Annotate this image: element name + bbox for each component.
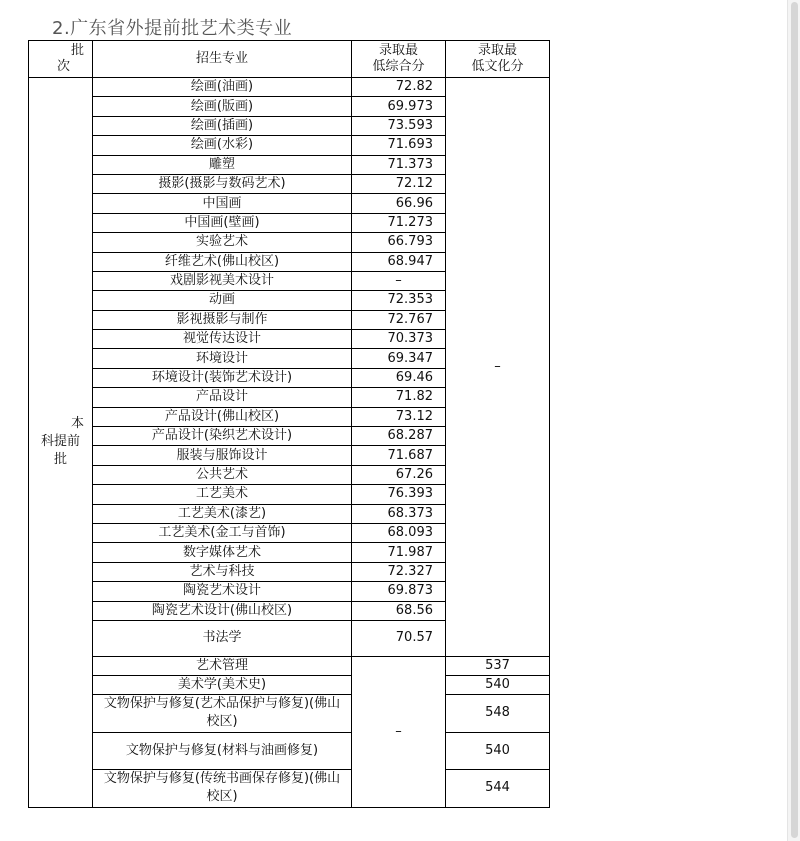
culture-cell: 537 xyxy=(446,656,550,675)
major-cell: 陶瓷艺术设计 xyxy=(93,582,352,601)
major-cell: 工艺美术(金工与首饰) xyxy=(93,523,352,542)
score-cell: 68.287 xyxy=(352,427,446,446)
table-header-row xyxy=(29,41,550,78)
major-cell: 工艺美术(漆艺) xyxy=(93,504,352,523)
major-cell: 绘画(插画) xyxy=(93,116,352,135)
score-cell: 70.373 xyxy=(352,330,446,349)
header-major: 招生专业 xyxy=(93,41,352,78)
major-cell: 艺术与科技 xyxy=(93,562,352,581)
header-batch-line1: 批 xyxy=(70,43,84,58)
score-cell: 70.57 xyxy=(352,620,446,656)
scrollbar-thumb[interactable] xyxy=(791,2,798,838)
score-cell: 69.347 xyxy=(352,349,446,368)
major-cell: 文物保护与修复(传统书画保存修复)(佛山校区) xyxy=(93,769,352,807)
score-cell: 73.12 xyxy=(352,407,446,426)
batch-line2: 科提前 xyxy=(40,434,80,450)
major-cell: 中国画(壁画) xyxy=(93,213,352,232)
score-cell: 69.973 xyxy=(352,97,446,116)
major-cell: 绘画(油画) xyxy=(93,78,352,97)
major-cell: 绘画(水彩) xyxy=(93,136,352,155)
major-cell: 艺术管理 xyxy=(93,656,352,675)
score-cell: 71.82 xyxy=(352,388,446,407)
table-row xyxy=(29,694,550,732)
major-cell: 纤维艺术(佛山校区) xyxy=(93,252,352,271)
table-row xyxy=(29,78,550,97)
major-cell: 影视摄影与制作 xyxy=(93,310,352,329)
score-cell: 71.687 xyxy=(352,446,446,465)
major-cell: 产品设计 xyxy=(93,388,352,407)
header-culture-line2: 低文化分 xyxy=(471,59,524,74)
score-cell-merged: – xyxy=(352,656,446,807)
score-cell: 68.373 xyxy=(352,504,446,523)
score-cell: 69.873 xyxy=(352,582,446,601)
major-cell: 陶瓷艺术设计(佛山校区) xyxy=(93,601,352,620)
score-cell: 68.947 xyxy=(352,252,446,271)
admissions-table xyxy=(28,40,550,808)
scrollbar-track[interactable] xyxy=(787,0,800,841)
score-cell: 71.373 xyxy=(352,155,446,174)
header-score-line1: 录取最 xyxy=(378,43,418,58)
score-cell: 66.96 xyxy=(352,194,446,213)
header-batch-line2: 次 xyxy=(57,59,71,74)
score-cell: 68.093 xyxy=(352,523,446,542)
major-cell: 戏剧影视美术设计 xyxy=(93,271,352,290)
major-cell: 动画 xyxy=(93,291,352,310)
header-batch xyxy=(29,41,93,78)
major-cell: 实验艺术 xyxy=(93,233,352,252)
score-cell: 71.693 xyxy=(352,136,446,155)
section-heading: 2.广东省外提前批艺术类专业 xyxy=(52,18,293,39)
batch-line3: 批 xyxy=(53,452,67,468)
major-cell: 产品设计(佛山校区) xyxy=(93,407,352,426)
table-row xyxy=(29,769,550,807)
score-cell: 66.793 xyxy=(352,233,446,252)
score-cell: 72.767 xyxy=(352,310,446,329)
batch-line1: 本 xyxy=(70,416,84,432)
culture-cell: 540 xyxy=(446,675,550,694)
score-cell: 76.393 xyxy=(352,485,446,504)
score-cell: – xyxy=(352,271,446,290)
score-cell: 72.12 xyxy=(352,174,446,193)
culture-cell-merged: – xyxy=(446,78,550,657)
score-cell: 72.327 xyxy=(352,562,446,581)
culture-cell: 548 xyxy=(446,694,550,732)
culture-cell: 540 xyxy=(446,732,550,769)
major-cell: 绘画(版画) xyxy=(93,97,352,116)
major-cell: 视觉传达设计 xyxy=(93,330,352,349)
major-cell: 美术学(美术史) xyxy=(93,675,352,694)
header-min-composite-score xyxy=(352,41,446,78)
major-cell: 中国画 xyxy=(93,194,352,213)
table-row xyxy=(29,732,550,769)
batch-cell xyxy=(29,78,93,808)
major-cell: 环境设计 xyxy=(93,349,352,368)
major-cell: 公共艺术 xyxy=(93,465,352,484)
major-cell: 摄影(摄影与数码艺术) xyxy=(93,174,352,193)
table-row xyxy=(29,675,550,694)
header-culture-line1: 录取最 xyxy=(477,43,517,58)
culture-cell: 544 xyxy=(446,769,550,807)
major-cell: 文物保护与修复(艺术品保护与修复)(佛山校区) xyxy=(93,694,352,732)
score-cell: 71.273 xyxy=(352,213,446,232)
major-cell: 环境设计(装饰艺术设计) xyxy=(93,368,352,387)
major-cell: 雕塑 xyxy=(93,155,352,174)
header-min-culture-score xyxy=(446,41,550,78)
major-cell: 工艺美术 xyxy=(93,485,352,504)
header-score-line2: 低综合分 xyxy=(372,59,425,74)
major-cell: 数字媒体艺术 xyxy=(93,543,352,562)
major-cell: 书法学 xyxy=(93,620,352,656)
score-cell: 72.82 xyxy=(352,78,446,97)
major-cell: 服装与服饰设计 xyxy=(93,446,352,465)
table-row xyxy=(29,656,550,675)
score-cell: 67.26 xyxy=(352,465,446,484)
score-cell: 72.353 xyxy=(352,291,446,310)
major-cell: 文物保护与修复(材料与油画修复) xyxy=(93,732,352,769)
score-cell: 68.56 xyxy=(352,601,446,620)
major-cell: 产品设计(染织艺术设计) xyxy=(93,427,352,446)
score-cell: 69.46 xyxy=(352,368,446,387)
score-cell: 71.987 xyxy=(352,543,446,562)
score-cell: 73.593 xyxy=(352,116,446,135)
